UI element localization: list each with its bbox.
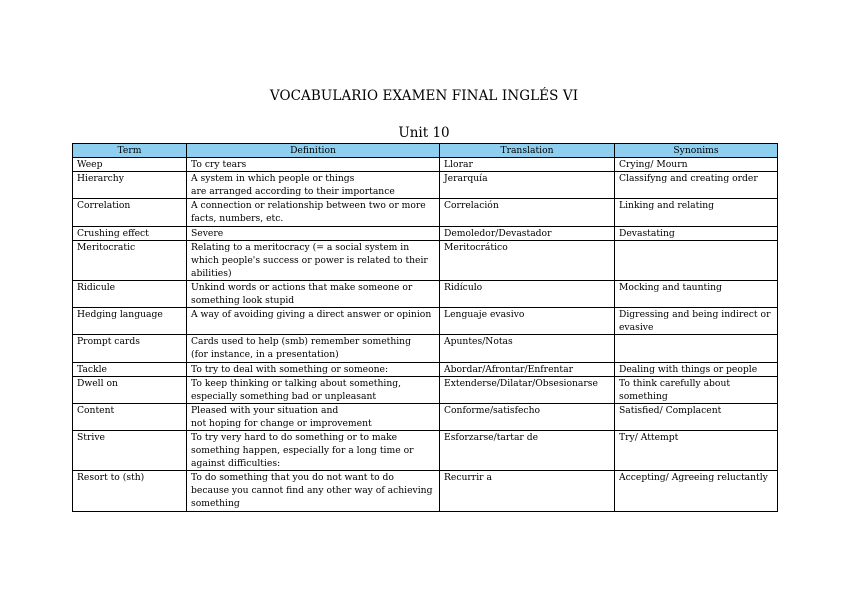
definition-cell: A connection or relationship between two or more facts, numbers, etc. (187, 199, 440, 226)
definition-cell: Pleased with your situation and not hoping for change or improvement (187, 403, 440, 430)
synonyms-cell: Satisfied/ Complacent (615, 403, 778, 430)
definition-cell: A way of avoiding giving a direct answer or opinion (187, 308, 440, 335)
definition-cell: To try to deal with something or someone: (187, 362, 440, 376)
table-row (73, 172, 778, 199)
table-row (73, 430, 778, 470)
synonyms-cell: Try/ Attempt (615, 430, 778, 470)
column-header-definition: Definition (187, 144, 440, 158)
translation-cell: Ridículo (440, 280, 615, 307)
translation-cell: Conforme/satisfecho (440, 403, 615, 430)
table-row (73, 362, 778, 376)
translation-cell: Lenguaje evasivo (440, 308, 615, 335)
table-header-row (73, 144, 778, 158)
term-cell: Meritocratic (73, 240, 187, 280)
table-row (73, 226, 778, 240)
translation-cell: Demoledor/Devastador (440, 226, 615, 240)
table-row (73, 376, 778, 403)
synonyms-cell: Crying/ Mourn (615, 158, 778, 172)
table-row (73, 471, 778, 511)
synonyms-cell: Linking and relating (615, 199, 778, 226)
table-row (73, 240, 778, 280)
synonyms-cell: Digressing and being indirect or evasive (615, 308, 778, 335)
definition-cell: A system in which people or things are arranged according to their importance (187, 172, 440, 199)
table-row (73, 335, 778, 362)
definition-cell: To do something that you do not want to do because you cannot find any other way of achieving something (187, 471, 440, 511)
term-cell: Hierarchy (73, 172, 187, 199)
translation-cell: Esforzarse/tartar de (440, 430, 615, 470)
term-cell: Dwell on (73, 376, 187, 403)
definition-cell: Unkind words or actions that make someone or something look stupid (187, 280, 440, 307)
definition-cell: To keep thinking or talking about something, especially something bad or unpleasant (187, 376, 440, 403)
column-header-synonyms: Synonims (615, 144, 778, 158)
term-cell: Hedging language (73, 308, 187, 335)
table-row (73, 403, 778, 430)
translation-cell: Apuntes/Notas (440, 335, 615, 362)
definition-cell: To try very hard to do something or to make something happen, especially for a long time or against difficulties: (187, 430, 440, 470)
term-cell: Tackle (73, 362, 187, 376)
term-cell: Prompt cards (73, 335, 187, 362)
definition-cell: Cards used to help (smb) remember something (for instance, in a presentation) (187, 335, 440, 362)
term-cell: Strive (73, 430, 187, 470)
definition-cell: Relating to a meritocracy (= a social system in which people's success or power is related to their abilities) (187, 240, 440, 280)
term-cell: Crushing effect (73, 226, 187, 240)
translation-cell: Jerarquía (440, 172, 615, 199)
term-cell: Content (73, 403, 187, 430)
translation-cell: Extenderse/Dilatar/Obsesionarse (440, 376, 615, 403)
table-row (73, 158, 778, 172)
definition-cell: To cry tears (187, 158, 440, 172)
term-cell: Weep (73, 158, 187, 172)
translation-cell: Correlación (440, 199, 615, 226)
synonyms-cell (615, 240, 778, 280)
table-row (73, 308, 778, 335)
synonyms-cell (615, 335, 778, 362)
synonyms-cell: Mocking and taunting (615, 280, 778, 307)
translation-cell: Recurrir a (440, 471, 615, 511)
document-title: VOCABULARIO EXAMEN FINAL INGLÉS VI (269, 88, 579, 104)
vocabulary-table (72, 143, 778, 512)
definition-cell: Severe (187, 226, 440, 240)
term-cell: Correlation (73, 199, 187, 226)
synonyms-cell: To think carefully about something (615, 376, 778, 403)
term-cell: Ridicule (73, 280, 187, 307)
term-cell: Resort to (sth) (73, 471, 187, 511)
translation-cell: Meritocrático (440, 240, 615, 280)
unit-heading: Unit 10 (398, 125, 450, 141)
synonyms-cell: Devastating (615, 226, 778, 240)
table-row (73, 199, 778, 226)
column-header-term: Term (73, 144, 187, 158)
translation-cell: Llorar (440, 158, 615, 172)
synonyms-cell: Classifyng and creating order (615, 172, 778, 199)
translation-cell: Abordar/Afrontar/Enfrentar (440, 362, 615, 376)
column-header-translation: Translation (440, 144, 615, 158)
synonyms-cell: Accepting/ Agreeing reluctantly (615, 471, 778, 511)
table-row (73, 280, 778, 307)
synonyms-cell: Dealing with things or people (615, 362, 778, 376)
